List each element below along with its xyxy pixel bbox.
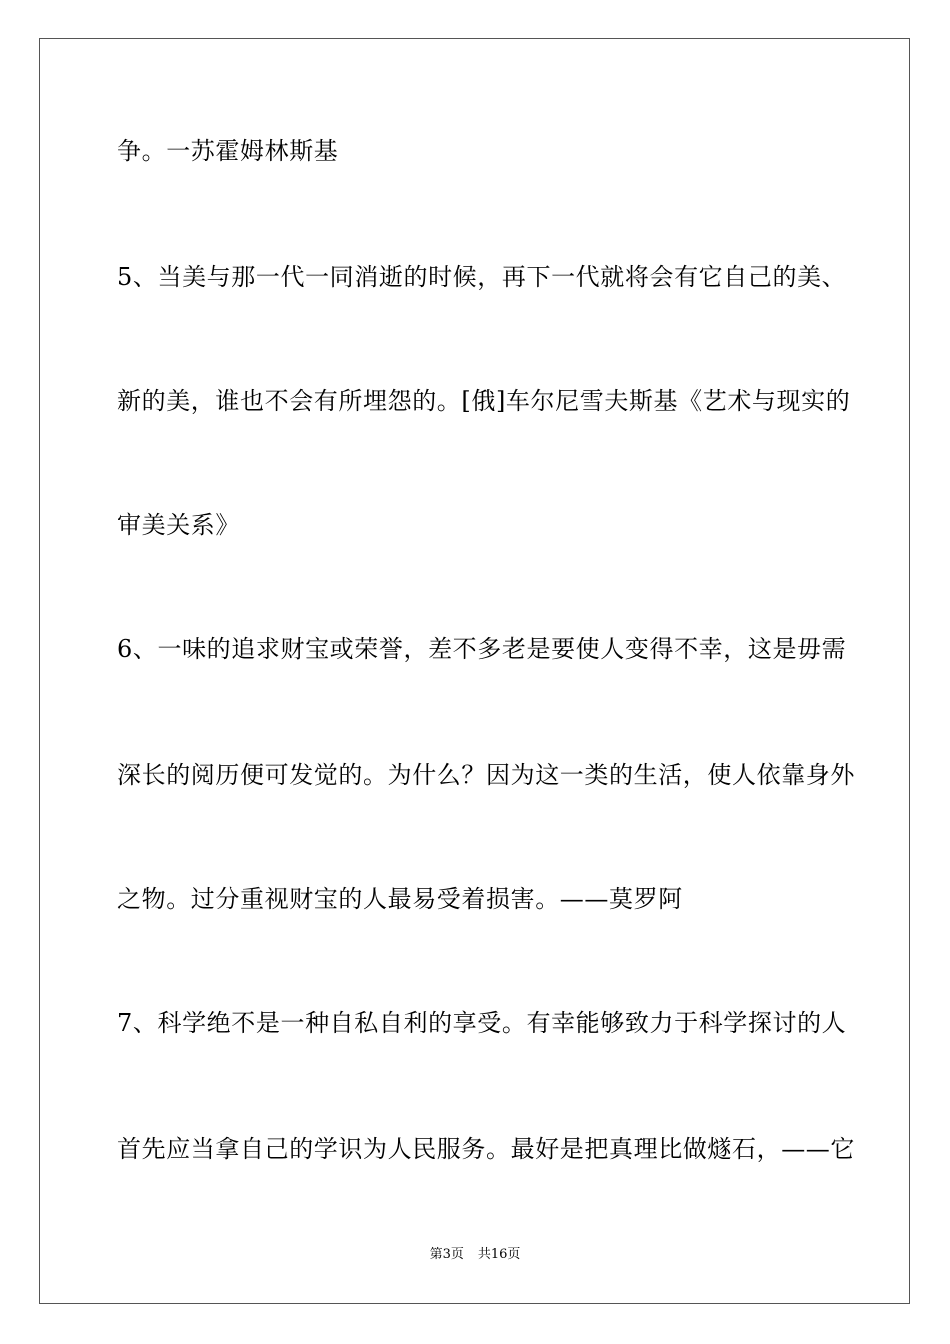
text-line: 6、一味的追求财宝或荣誉，差不多老是要使人变得不幸，这是毋需 bbox=[117, 635, 847, 663]
text-line: 首先应当拿自己的学识为人民服务。最好是把真理比做燧石，——它 bbox=[117, 1135, 855, 1163]
text-line: 5、当美与那一代一同消逝的时候，再下一代就将会有它自己的美、 bbox=[117, 263, 847, 291]
page-footer bbox=[0, 1246, 950, 1264]
page-total: 共16页 bbox=[477, 1247, 521, 1262]
page-number: 第3页 bbox=[429, 1247, 464, 1262]
text-line: 之物。过分重视财宝的人最易受着损害。——莫罗阿 bbox=[117, 885, 683, 913]
text-line: 7、科学绝不是一种自私自利的享受。有幸能够致力于科学探讨的人 bbox=[117, 1009, 847, 1037]
text-line: 新的美，谁也不会有所埋怨的。[俄]车尔尼雪夫斯基《艺术与现实的 bbox=[117, 387, 851, 415]
text-line: 争。一苏霍姆林斯基 bbox=[117, 137, 339, 165]
text-line: 深长的阅历便可发觉的。为什么？因为这一类的生活，使人依靠身外 bbox=[117, 761, 855, 789]
page-border bbox=[39, 38, 910, 1304]
text-line: 审美关系》 bbox=[117, 511, 240, 539]
